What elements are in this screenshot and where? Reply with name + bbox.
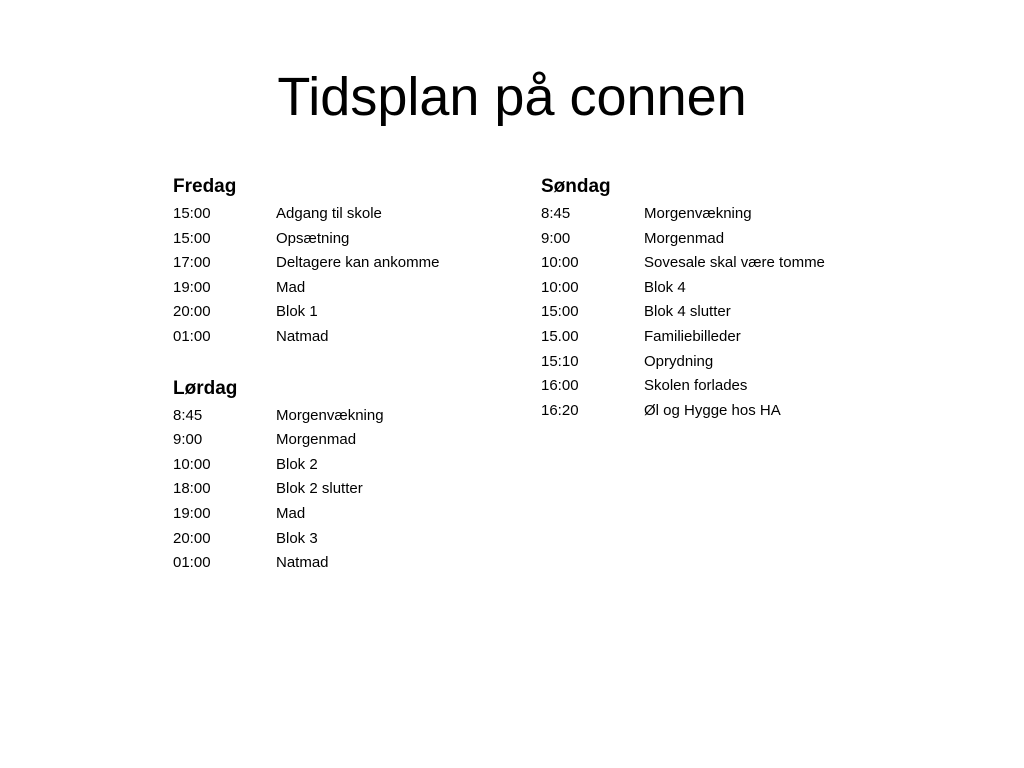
schedule-time: 19:00 <box>173 278 211 296</box>
schedule-row <box>541 374 881 399</box>
schedule-row <box>541 399 881 424</box>
schedule-event: Morgenvækning <box>276 406 384 424</box>
schedule-row <box>541 202 881 227</box>
schedule-time: 15:00 <box>173 229 211 247</box>
day-heading: Fredag <box>173 176 237 197</box>
schedule-time: 10:00 <box>541 278 579 296</box>
schedule-time: 01:00 <box>173 327 211 345</box>
schedule-event: Familiebilleder <box>644 327 741 345</box>
schedule-time: 9:00 <box>541 229 571 247</box>
schedule-row <box>173 276 513 301</box>
schedule-row <box>173 477 513 502</box>
schedule-row <box>173 527 513 552</box>
schedule-row <box>541 276 881 301</box>
schedule-time: 15:10 <box>541 352 579 370</box>
schedule-time: 10:00 <box>541 254 579 272</box>
schedule-row <box>173 502 513 527</box>
schedule-column-left <box>173 174 513 602</box>
schedule-row <box>541 300 881 325</box>
schedule-row <box>173 325 513 350</box>
schedule-time: 15:00 <box>173 205 211 222</box>
day-block <box>173 174 513 350</box>
schedule-event: Mad <box>276 504 306 522</box>
schedule-event: Adgang til skole <box>276 205 382 222</box>
schedule-time: 9:00 <box>173 431 203 449</box>
schedule-time: 19:00 <box>173 504 211 522</box>
schedule-event: Oprydning <box>644 352 714 370</box>
schedule-event: Deltagere kan ankomme <box>276 254 440 272</box>
schedule-event: Blok 4 slutter <box>644 303 731 321</box>
day-heading: Lørdag <box>173 377 238 399</box>
schedule-event: Blok 2 <box>276 455 318 473</box>
schedule-row <box>173 428 513 453</box>
schedule-time: 8:45 <box>173 406 203 424</box>
schedule-time: 10:00 <box>173 455 211 473</box>
schedule-event: Morgenmad <box>644 229 725 247</box>
schedule-event: Blok 2 slutter <box>276 480 363 498</box>
schedule-row <box>541 325 881 350</box>
schedule-row <box>173 251 513 276</box>
schedule-column-right <box>541 174 881 449</box>
schedule-event: Øl og Hygge hos HA <box>644 401 781 419</box>
schedule-event: Mad <box>276 278 306 296</box>
schedule-event: Blok 3 <box>276 529 318 547</box>
schedule-event: Morgenvækning <box>644 205 752 222</box>
day-block <box>541 174 881 423</box>
slide-title: Tidsplan på connen <box>277 67 747 127</box>
schedule-time: 20:00 <box>173 529 211 547</box>
schedule-row <box>541 227 881 252</box>
schedule-row <box>173 404 513 429</box>
schedule-event: Opsætning <box>276 229 350 247</box>
schedule-time: 15.00 <box>541 327 579 345</box>
schedule-time: 18:00 <box>173 480 211 498</box>
schedule-event: Natmad <box>276 554 329 572</box>
schedule-row <box>173 227 513 252</box>
schedule-event: Blok 1 <box>276 303 318 321</box>
schedule-row <box>173 551 513 576</box>
schedule-time: 8:45 <box>541 205 571 222</box>
schedule-time: 16:20 <box>541 401 579 419</box>
day-block <box>173 376 513 576</box>
schedule-row <box>541 350 881 375</box>
schedule-event: Natmad <box>276 327 329 345</box>
schedule-time: 15:00 <box>541 303 579 321</box>
schedule-event: Sovesale skal være tomme <box>644 254 825 272</box>
schedule-row <box>173 300 513 325</box>
schedule-time: 01:00 <box>173 554 211 572</box>
day-heading: Søndag <box>541 176 611 197</box>
schedule-time: 20:00 <box>173 303 211 321</box>
schedule-event: Blok 4 <box>644 278 686 296</box>
schedule-row <box>173 453 513 478</box>
schedule-time: 17:00 <box>173 254 211 272</box>
schedule-event: Skolen forlades <box>644 377 748 395</box>
schedule-row <box>541 251 881 276</box>
schedule-time: 16:00 <box>541 377 579 395</box>
schedule-row <box>173 202 513 227</box>
schedule-event: Morgenmad <box>276 431 357 449</box>
